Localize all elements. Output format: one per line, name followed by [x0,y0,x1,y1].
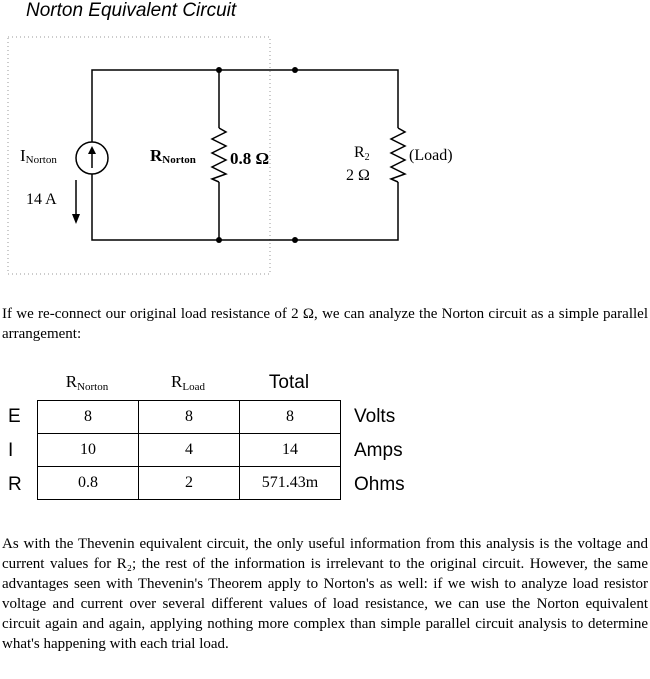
page-title: Norton Equivalent Circuit [26,0,237,21]
r-norton-resistor-icon [212,128,226,182]
r-norton-label: RNorton [150,146,196,166]
unit-amps: Amps [354,440,403,461]
current-source-icon [76,142,108,174]
table-cell: 8 [139,401,240,434]
source-current: 14 A [26,191,57,208]
table-cell: 571.43m [240,467,341,500]
table-cell: 0.8 [38,467,139,500]
table-cell: 14 [240,434,341,467]
r2-label: R2 [354,144,370,163]
table-cell: 8 [38,401,139,434]
row-label-i: I [8,440,14,461]
paragraph-intro: If we re-connect our original load resistance of 2 Ω, we can analyze the Norton circuit as a simple parallel arrangement: [2,306,648,342]
table-cell: 10 [38,434,139,467]
r2-value: 2 Ω [346,167,370,184]
table-cell: 4 [139,434,240,467]
current-direction-arrow-icon [72,180,80,224]
table-cell: 2 [139,467,240,500]
row-label-e: E [8,406,21,427]
row-label-r: R [8,474,22,495]
header-total: Total [268,372,310,393]
load-label: (Load) [409,147,453,164]
r2-resistor-icon [391,128,405,182]
table-row [38,401,341,434]
unit-volts: Volts [354,406,396,427]
norton-circuit-diagram [0,30,650,280]
table-cell: 8 [240,401,341,434]
header-r-load: $R_{Load}$ [171,372,205,393]
unit-ohms: Ohms [354,474,405,495]
table-row [38,467,341,500]
source-label: INorton [20,146,57,166]
analysis-table [37,400,341,500]
r-norton-value: 0.8 Ω [230,149,270,168]
header-r-norton: $R_{Norton}$ [65,372,109,393]
paragraph-explanation: As with the Thevenin equivalent circuit, the only useful information from this analysis is the voltage and current values for R₂; the rest of the information is irrelevant to the original circuit. However, the same advantages seen with Thevenin's Theorem apply to Norton's as well: if we wish to analyze load resistor voltage and current over several different values of load resistance, we can use the Norton equivalent circuit again and again, applying nothing more complex than simple parallel circuit analysis to determine what's happening with each trial load. [2,536,648,652]
table-row [38,434,341,467]
